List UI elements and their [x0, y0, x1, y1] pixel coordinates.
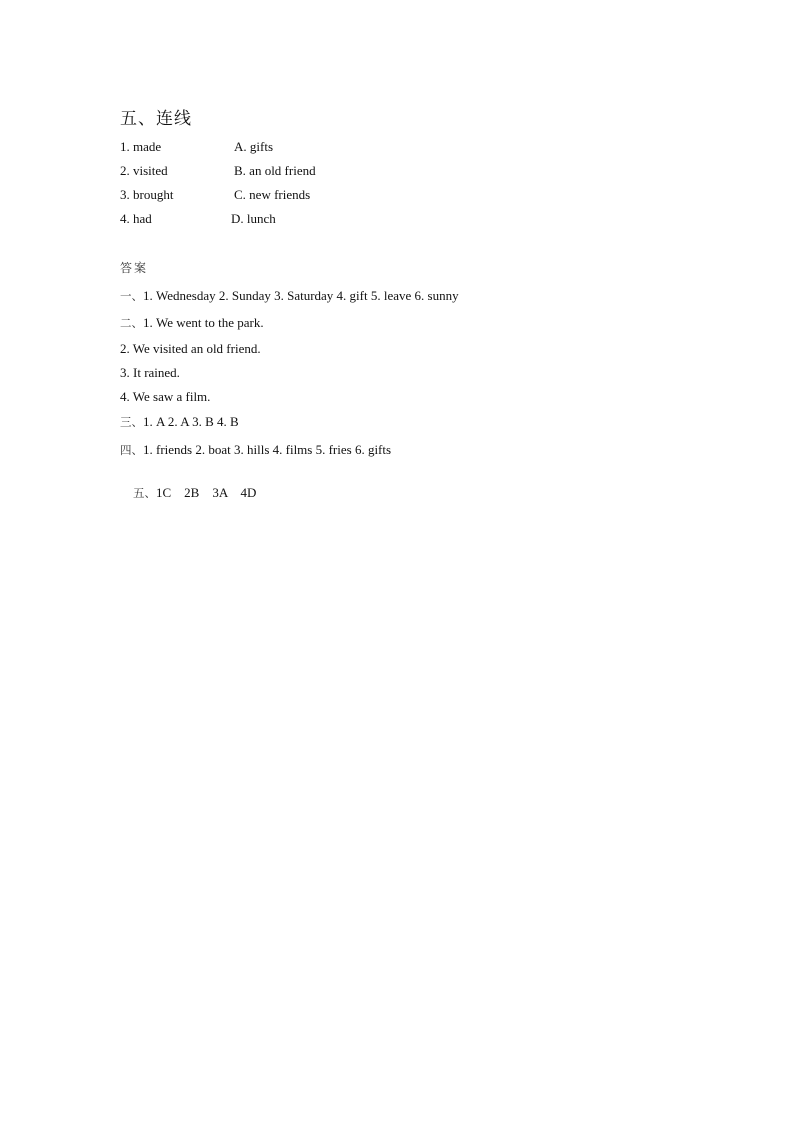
answer-line — [120, 341, 261, 357]
answer-section-prefix: 四、 — [120, 443, 143, 457]
answer-text: 2. We visited an old friend. — [120, 341, 261, 356]
answer-section-prefix: 五、 — [133, 486, 156, 500]
answer-text: 3. It rained. — [120, 365, 180, 380]
answer-line — [120, 442, 391, 458]
answer-line — [120, 414, 239, 430]
matching-left-item: 2. visited — [120, 163, 168, 178]
answer-section-prefix: 三、 — [120, 415, 143, 429]
matching-right-item: C. new friends — [234, 187, 311, 202]
matching-right-item: A. gifts — [234, 139, 273, 154]
answer-line — [120, 365, 180, 381]
answer-section-prefix: 一、 — [120, 289, 143, 303]
answer-heading: 答案 — [120, 261, 149, 275]
matching-left-item: 3. brought — [120, 187, 174, 202]
section-title: 五、连线 — [120, 109, 192, 129]
answer-line — [120, 389, 210, 405]
matching-right-item: B. an old friend — [234, 163, 316, 178]
answer-text: 1C 2B 3A 4D — [156, 485, 257, 500]
answer-text: 1. friends 2. boat 3. hills 4. films 5. fries 6. gifts — [143, 442, 392, 457]
answer-text: 1. Wednesday 2. Sunday 3. Saturday 4. gift 5. leave 6. sunny — [143, 288, 459, 303]
answer-text: 1. A 2. A 3. B 4. B — [143, 414, 239, 429]
answer-text: 1. We went to the park. — [143, 315, 264, 330]
answer-text: 4. We saw a film. — [120, 389, 211, 404]
answer-section-prefix: 二、 — [120, 316, 143, 330]
matching-right-item: D. lunch — [231, 211, 276, 226]
answer-line — [120, 469, 256, 517]
matching-left-item: 1. made — [120, 139, 162, 154]
answer-line — [120, 315, 264, 331]
answer-line — [120, 288, 459, 304]
matching-left-item: 4. had — [120, 211, 152, 226]
